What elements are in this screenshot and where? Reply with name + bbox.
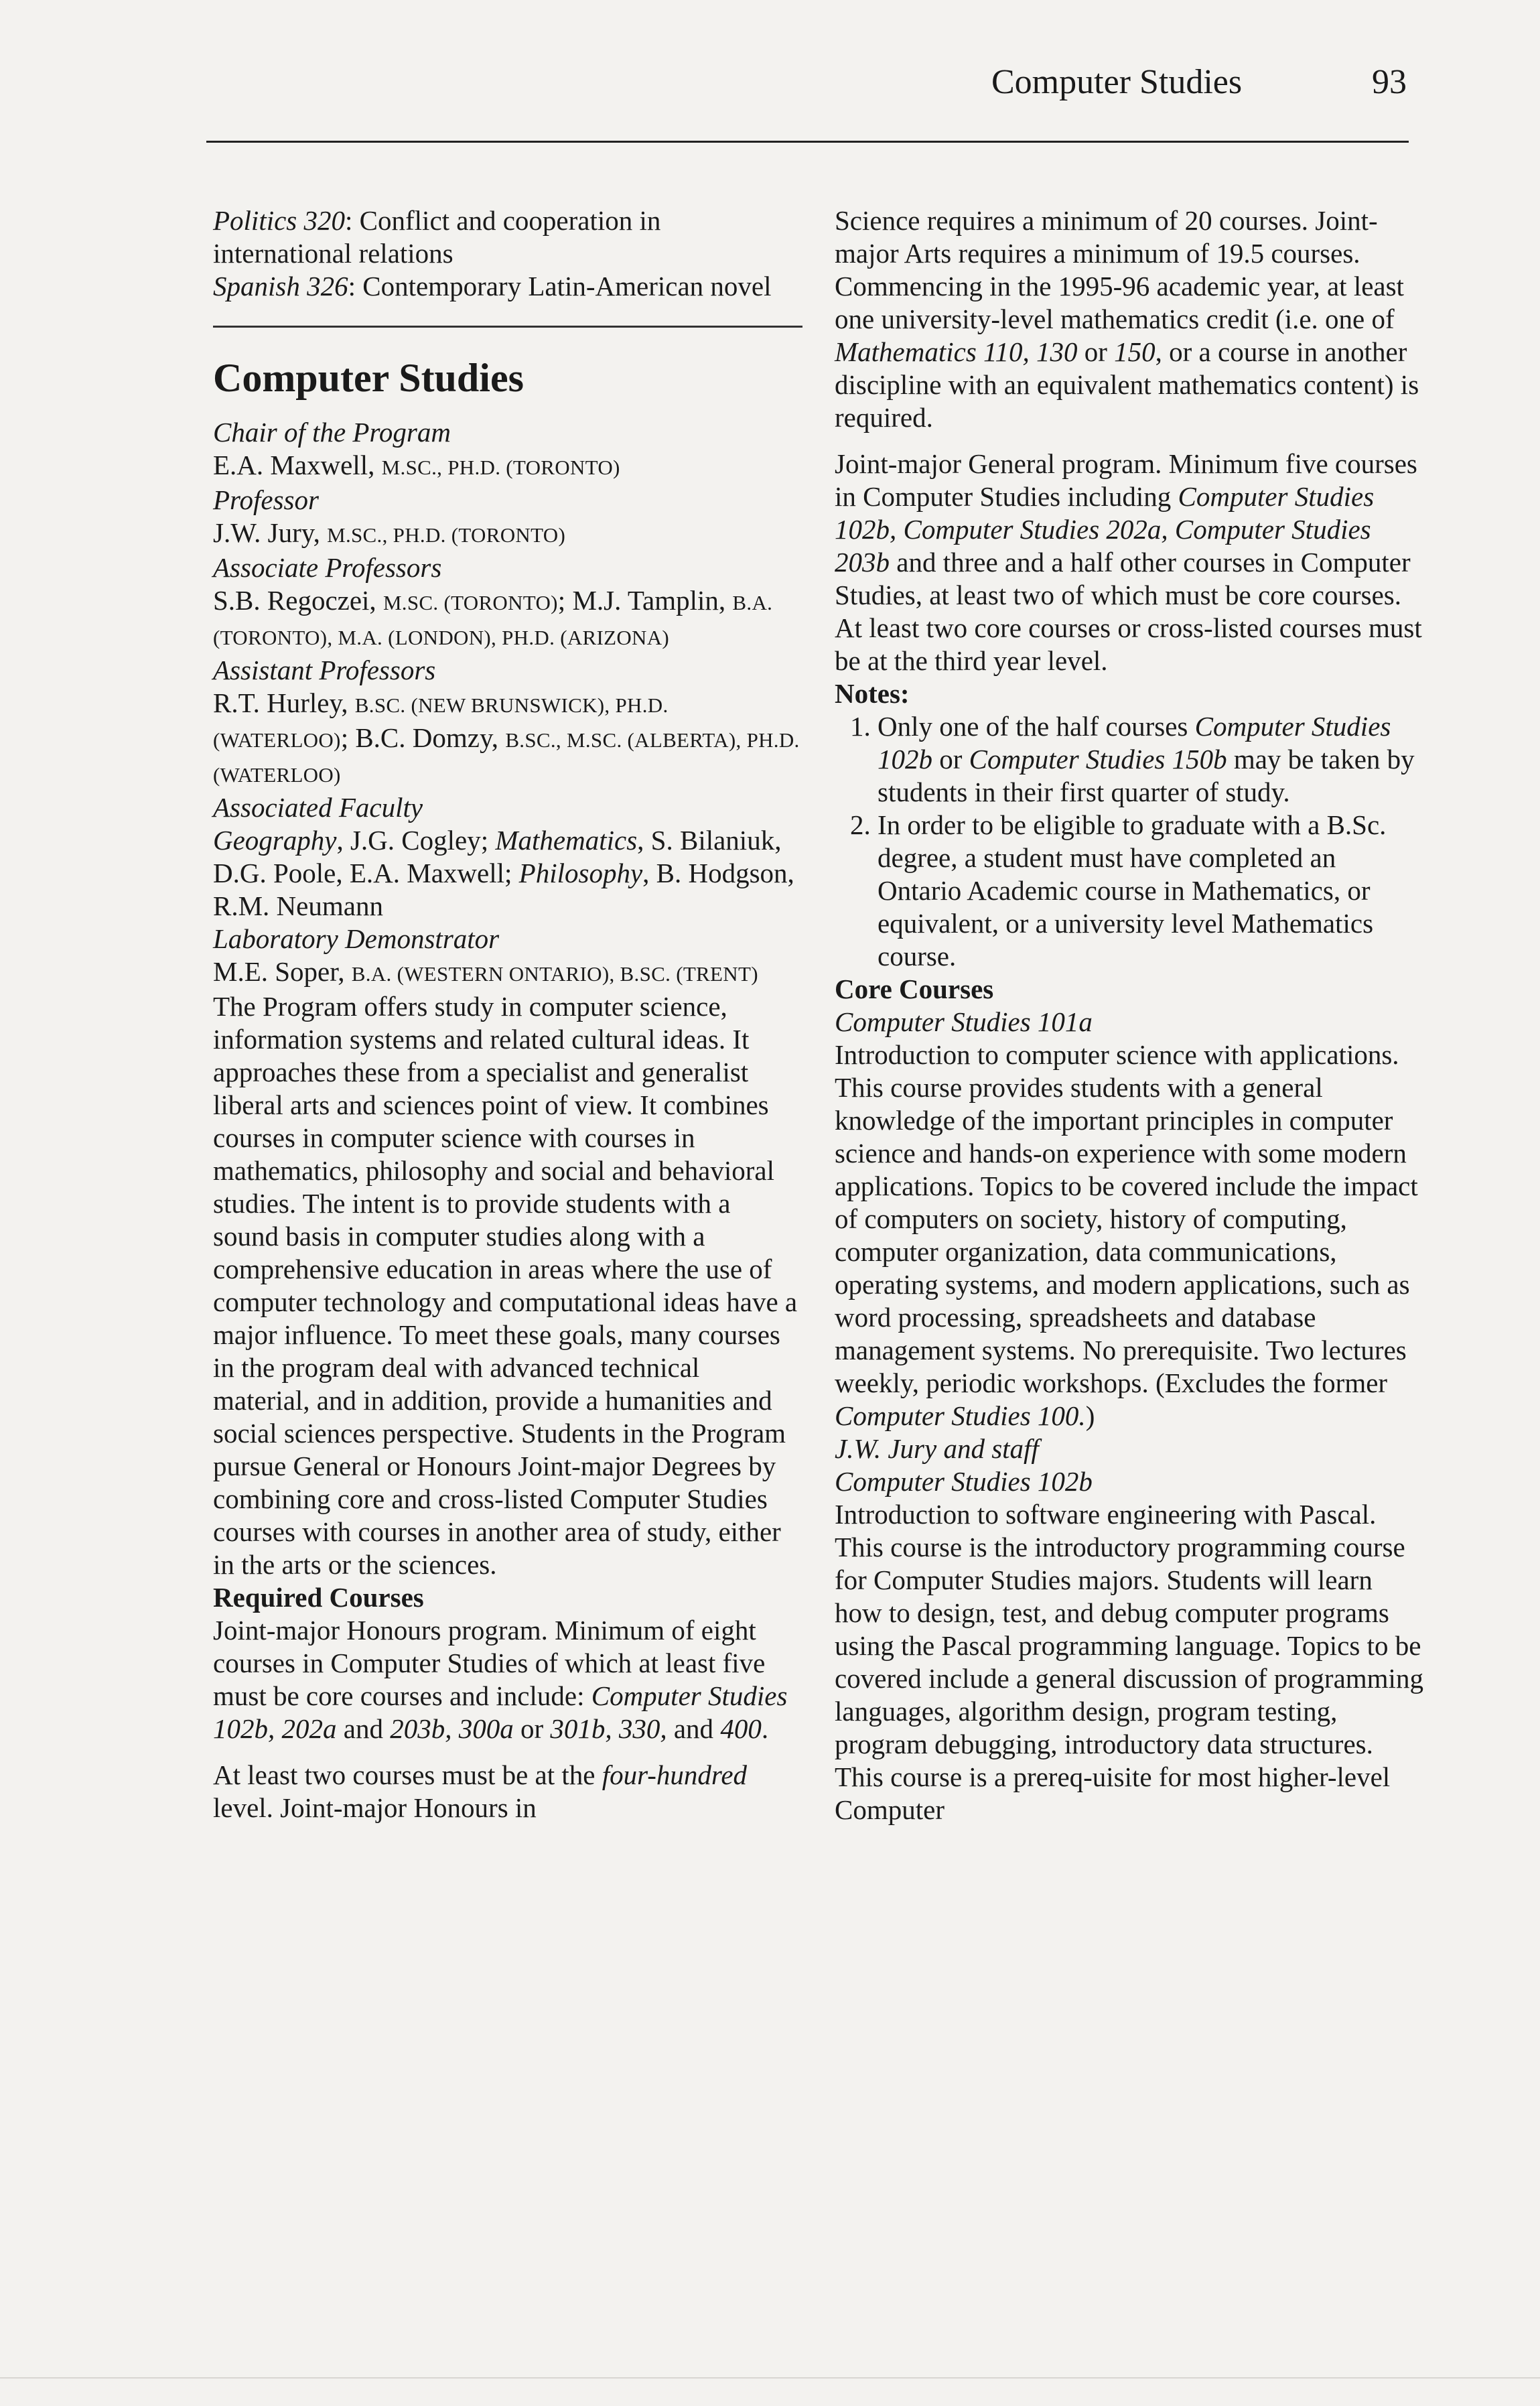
page-number: 93 [1372, 62, 1407, 101]
left-column [213, 204, 802, 1824]
faculty-list [213, 416, 802, 990]
faculty-members: R.T. Hurley, B.SC. (NEW BRUNSWICK), PH.D. (WATERLOO); B.C. Domzy, B.SC., M.SC. (ALBERTA), PH.D. (WATERLOO) [213, 687, 800, 787]
general-program-requirements: Joint-major General program. Minimum five courses in Computer Studies including Computer Studies 102b, Computer Studies 202a, Computer Studies 203b and three and a half other courses in Computer Studies, at least two of which must be core courses. At least two core courses or cross-listed courses must be at the third year level. [835, 448, 1422, 676]
course-instructors: J.W. Jury and staff [835, 1433, 1039, 1464]
section-divider [213, 326, 802, 328]
note-item: 2. In order to be eligible to graduate with a B.Sc. degree, a student must have completed an Ontario Academic course in Mathematics, or equivalent, or a university level Mathematics course. [878, 809, 1424, 973]
notes-heading: Notes: [835, 678, 910, 709]
faculty-role: Associate Professors [213, 552, 442, 583]
faculty-role: Chair of the Program [213, 417, 451, 448]
right-column [835, 204, 1424, 1826]
faculty-members: S.B. Regoczei, M.SC. (TORONTO); M.J. Tamplin, B.A. (TORONTO), M.A. (LONDON), PH.D. (ARIZONA) [213, 585, 773, 649]
core-courses-heading: Core Courses [835, 974, 994, 1004]
faculty-members: E.A. Maxwell, M.SC., PH.D. (TORONTO) [213, 450, 620, 480]
faculty-members: Geography, J.G. Cogley; Mathematics, S. Bilaniuk, D.G. Poole, E.A. Maxwell; Philosophy, B. Hodgson, R.M. Neumann [213, 825, 794, 921]
notes-list [835, 710, 1424, 973]
course-description: Introduction to computer science with applications. This course provides students with a general knowledge of the important principles in computer science and hands-on experience with some modern applications. Topics to be covered include the impact of computers on society, history of computing, computer organization, data communications, operating systems, and modern applications, such as word processing, spreadsheets and database management systems. No prerequisite. Two lectures weekly, periodic workshops. (Excludes the former Computer Studies 100.) [835, 1039, 1418, 1431]
fourth-year-requirement: At least two courses must be at the four-hundred level. Joint-major Honours in [213, 1759, 748, 1823]
program-description: The Program offers study in computer science, information systems and related cultural ideas. It approaches these from a specialist and generalist liberal arts and sciences point of view. It combines courses in computer science with courses in mathematics, philosophy and social and behavioral studies. The intent is to provide students with a sound basis in computer studies along with a comprehensive education in areas where the use of computer technology and computational ideas have a major influence. To meet these goals, many courses in the program deal with advanced technical material, and in addition, provide a humanities and social sciences perspective. Students in the Program pursue General or Honours Joint-major Degrees by combining core and cross-listed Computer Studies courses with courses in another area of study, either in the arts or the sciences. [213, 991, 798, 1580]
note-item: 1. Only one of the half courses Computer Studies 102b or Computer Studies 150b may be taken by students in their first quarter of study. [878, 710, 1424, 809]
header-rule [206, 141, 1409, 143]
section-title: Computer Studies [213, 356, 524, 400]
faculty-role: Laboratory Demonstrator [213, 923, 500, 954]
faculty-role: Professor [213, 484, 319, 515]
faculty-members: J.W. Jury, M.SC., PH.D. (TORONTO) [213, 517, 566, 548]
course-description: Introduction to software engineering with Pascal. This course is the introductory programming course for Computer Studies majors. Students will learn how to design, test, and debug computer programs using the Pascal programming language. Topics to be covered include a general discussion of programming languages, algorithm design, program testing, program debugging, introductory data structures. This course is a prereq-uisite for most higher-level Computer [835, 1499, 1423, 1825]
running-header [991, 55, 1407, 109]
course-code: Computer Studies 102b [835, 1466, 1093, 1497]
core-course-list [835, 1006, 1424, 1826]
continued-course-list [213, 204, 802, 303]
continued-course-item: Spanish 326: Contemporary Latin-American novel [213, 271, 772, 302]
science-requirements: Science requires a minimum of 20 courses. Joint-major Arts requires a minimum of 19.5 courses. Commencing in the 1995-96 academic year, at least one university-level mathematics credit (i.e. one of Mathematics 110, 130 or 150, or a course in another discipline with an equivalent mathematics content) is required. [835, 205, 1419, 433]
required-courses-heading: Required Courses [213, 1582, 424, 1613]
page-edge [0, 2377, 1540, 2379]
honours-requirements: Joint-major Honours program. Minimum of eight courses in Computer Studies of which at least five must be core courses and include: Computer Studies 102b, 202a and 203b, 300a or 301b, 330, and 400. [213, 1615, 788, 1744]
course-code: Computer Studies 101a [835, 1006, 1093, 1037]
faculty-members: M.E. Soper, B.A. (WESTERN ONTARIO), B.SC. (TRENT) [213, 956, 758, 987]
faculty-role: Associated Faculty [213, 792, 423, 823]
running-header-title: Computer Studies [991, 62, 1243, 101]
continued-course-item: Politics 320: Conflict and cooperation in international relations [213, 205, 661, 269]
faculty-role: Assistant Professors [213, 655, 436, 685]
